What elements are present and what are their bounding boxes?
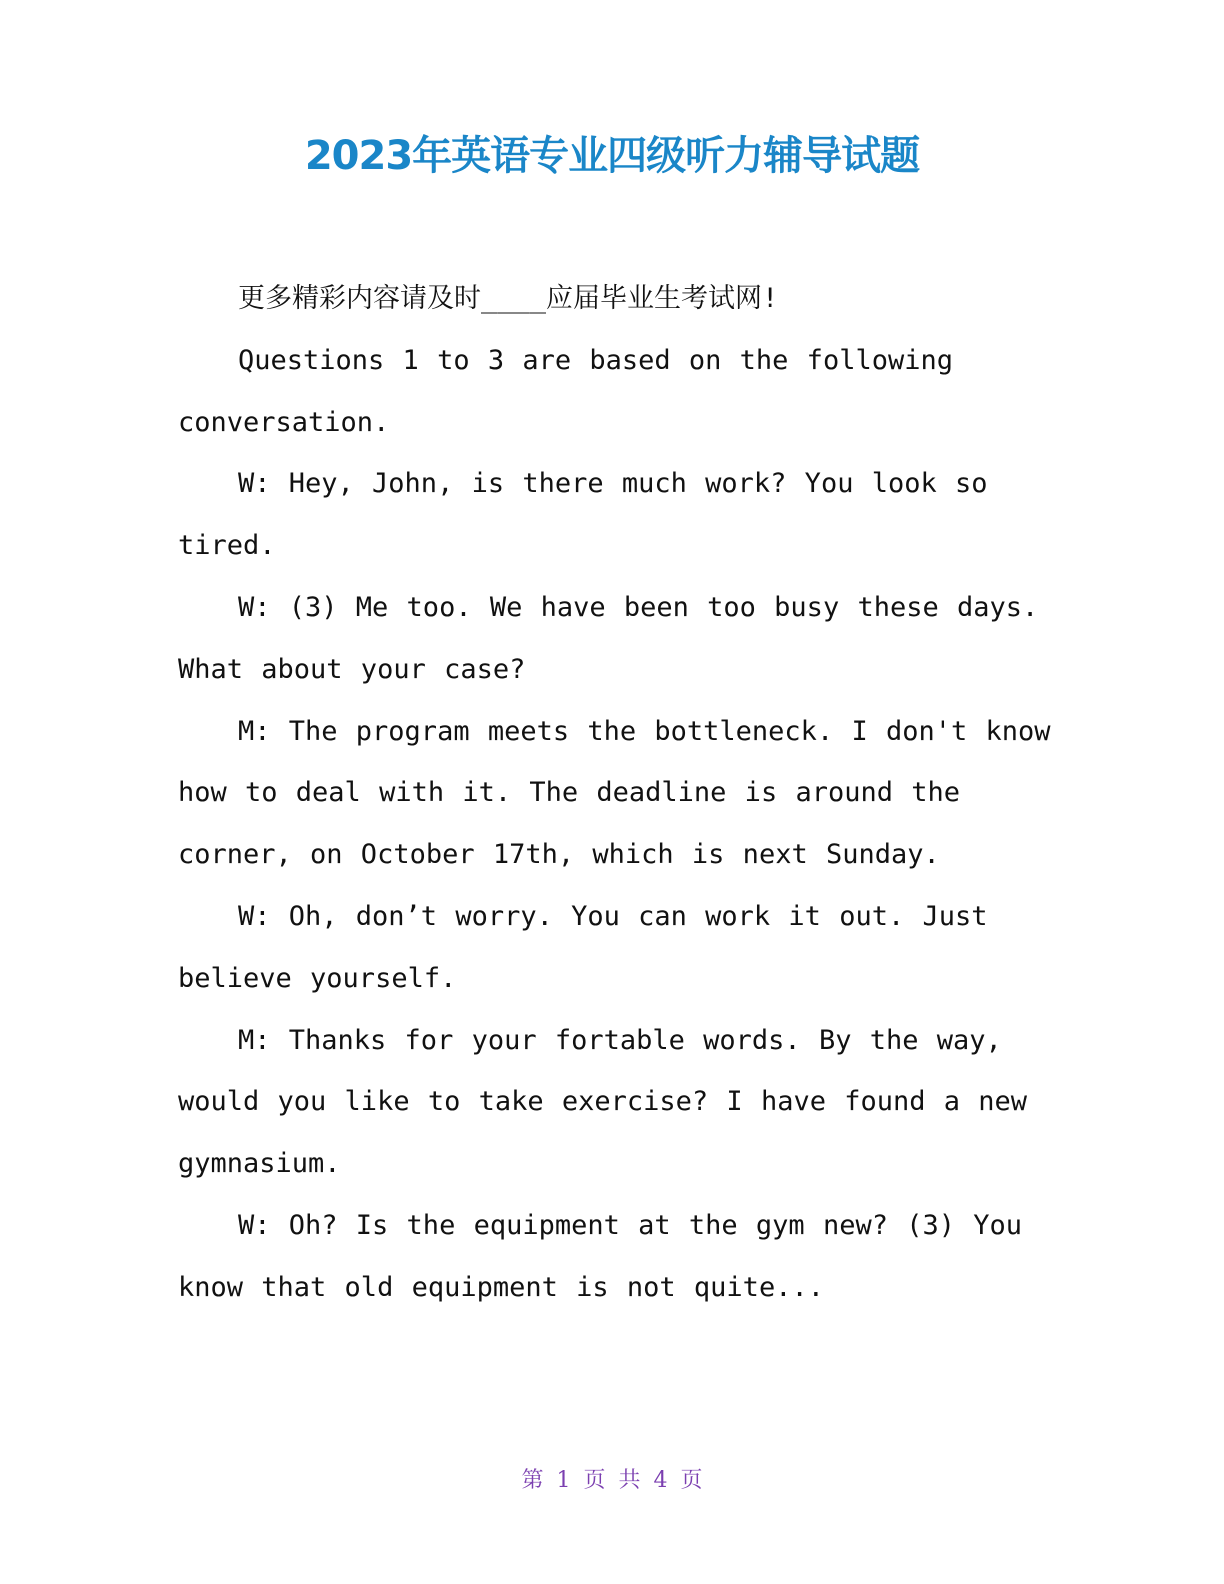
- dialogue-line: W: (3) Me too. We have been too busy these days. What about your case?: [178, 591, 1039, 685]
- document-title: 2023年英语专业四级听力辅导试题: [304, 133, 920, 179]
- dialogue-line: M: The program meets the bottleneck. I don't know how to deal with it. The deadline is around the corner, on October 17th, which is next Sunday.: [178, 715, 1051, 871]
- document-body: [178, 268, 1058, 1319]
- dialogue-line: W: Oh, don’t worry. You can work it out. Just believe yourself.: [178, 900, 988, 994]
- paragraph-instructions: Questions 1 to 3 are based on the following conversation.: [178, 344, 953, 438]
- dialogue-line: M: Thanks for your fortable words. By the way, would you like to take exercise? I have found a new gymnasium.: [178, 1024, 1028, 1180]
- page-number-footer: 第 1 页 共 4 页: [521, 1468, 703, 1493]
- dialogue-line: W: Hey, John, is there much work? You look so tired.: [178, 468, 988, 562]
- paragraph-notice: 更多精彩内容请及时____应届毕业生考试网!: [238, 283, 779, 314]
- dialogue-line: W: Oh? Is the equipment at the gym new? (3) You know that old equipment is not quite...: [178, 1209, 1023, 1303]
